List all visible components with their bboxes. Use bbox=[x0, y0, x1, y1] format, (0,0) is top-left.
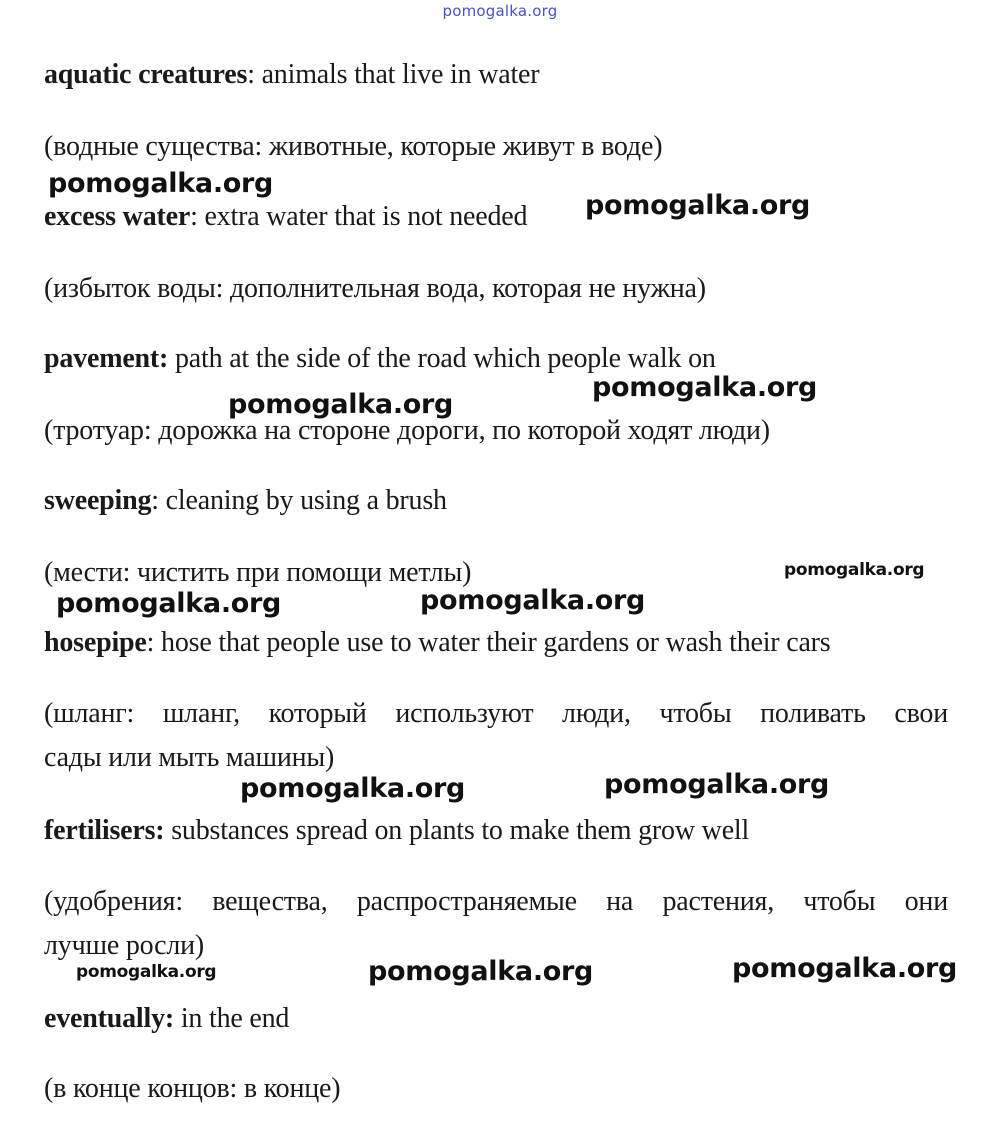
glossary-definition: path at the side of the road which people walk on bbox=[168, 343, 716, 374]
watermark: pomogalka.org bbox=[228, 389, 454, 420]
watermark: pomogalka.org bbox=[592, 372, 818, 403]
watermark: pomogalka.org bbox=[76, 962, 217, 982]
glossary-term: hosepipe bbox=[44, 627, 147, 658]
watermark: pomogalka.org bbox=[56, 588, 282, 619]
glossary-entry-en bbox=[44, 58, 948, 92]
watermark: pomogalka.org bbox=[240, 773, 466, 804]
watermark: pomogalka.org bbox=[784, 560, 925, 580]
glossary-translation bbox=[44, 692, 948, 780]
watermark: pomogalka.org bbox=[732, 953, 958, 984]
glossary-translation: (мести: чистить при помощи метлы) bbox=[44, 557, 472, 588]
glossary-term: sweeping bbox=[44, 485, 152, 516]
glossary-translation: (избыток воды: дополнительная вода, которая не нужна) bbox=[44, 273, 706, 304]
glossary-term: excess water bbox=[44, 201, 191, 232]
glossary-translation: (водные существа: животные, которые живут в воде) bbox=[44, 131, 663, 162]
glossary-term: aquatic creatures bbox=[44, 59, 248, 90]
header-site-mark: pomogalka.org bbox=[442, 2, 558, 20]
glossary-definition: : cleaning by using a brush bbox=[151, 485, 447, 516]
glossary-entry-en bbox=[44, 200, 948, 234]
glossary-translation-line-2: лучше росли) bbox=[44, 930, 205, 961]
glossary-definition: substances spread on plants to make them grow well bbox=[164, 815, 750, 846]
watermark: pomogalka.org bbox=[585, 190, 811, 221]
glossary-term: fertilisers: bbox=[44, 815, 165, 846]
glossary-entry-en bbox=[44, 484, 948, 518]
watermark: pomogalka.org bbox=[368, 956, 594, 987]
watermark: pomogalka.org bbox=[420, 585, 646, 616]
glossary-translation: (в конце концов: в конце) bbox=[44, 1073, 341, 1104]
glossary-definition: : animals that live in water bbox=[247, 59, 540, 90]
watermark: pomogalka.org bbox=[48, 168, 274, 199]
glossary-entry-en bbox=[44, 814, 948, 848]
glossary-translation: (тротуар: дорожка на стороне дороги, по которой ходят люди) bbox=[44, 415, 770, 446]
glossary-definition: : extra water that is not needed bbox=[190, 201, 528, 232]
glossary-term: eventually: bbox=[44, 1003, 175, 1034]
glossary-translation-line-2: сады или мыть машины) bbox=[44, 742, 335, 773]
glossary-translation-line-1: (удобрения: вещества, распространяемые на растения, чтобы они bbox=[44, 886, 948, 917]
glossary-definition: in the end bbox=[174, 1003, 290, 1034]
glossary-entry-en bbox=[44, 342, 948, 376]
watermark: pomogalka.org bbox=[604, 769, 830, 800]
glossary-entry-en bbox=[44, 1002, 948, 1036]
glossary-definition: : hose that people use to water their gardens or wash their cars bbox=[146, 627, 831, 658]
glossary-term: pavement: bbox=[44, 343, 169, 374]
glossary-entry-en bbox=[44, 626, 948, 660]
glossary-translation-line-1: (шланг: шланг, который используют люди, чтобы поливать свои bbox=[44, 698, 948, 729]
